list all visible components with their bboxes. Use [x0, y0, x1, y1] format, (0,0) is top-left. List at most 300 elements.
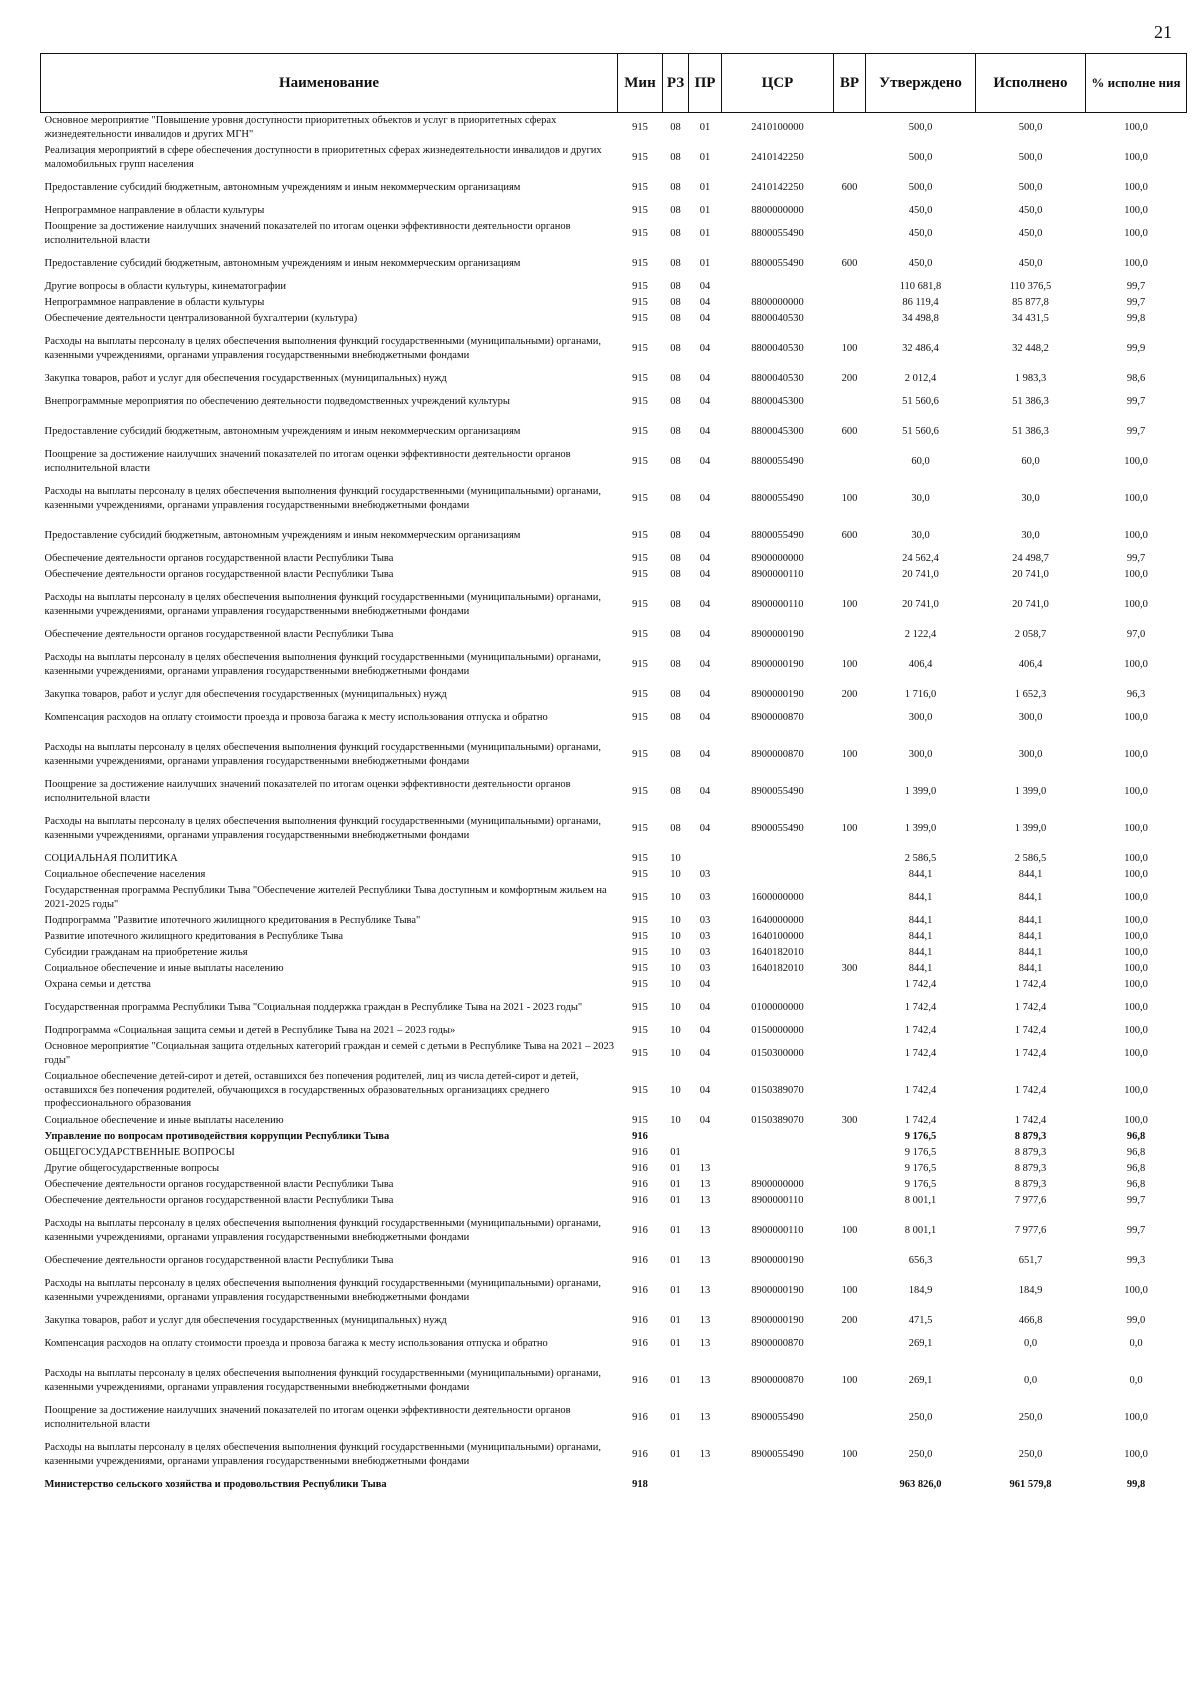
row-name: СОЦИАЛЬНАЯ ПОЛИТИКА — [44, 852, 178, 864]
row-executed: 8 879,3 — [1014, 1162, 1047, 1174]
row-min: 915 — [632, 121, 648, 133]
row-csr — [722, 851, 834, 867]
row-percent: 0,0 — [1129, 1337, 1143, 1349]
row-min: 915 — [632, 628, 648, 640]
row-name: Государственная программа Республики Тыва "Социальная поддержка граждан в Республике Тыва на 2021 - 2023 годы" — [44, 1001, 583, 1013]
row-approved: 30,0 — [911, 492, 930, 504]
row-min: 915 — [632, 598, 648, 610]
row-min: 916 — [632, 1130, 648, 1142]
row-approved: 844,1 — [908, 962, 933, 974]
row-executed: 60,0 — [1021, 455, 1040, 467]
row-min: 915 — [632, 529, 648, 541]
row-percent: 100,0 — [1124, 492, 1148, 504]
row-percent: 100,0 — [1124, 568, 1148, 580]
row-name: Государственная программа Республики Тыва "Обеспечение жителей Республики Тыва доступным и комфортным жильем на 2021-2025 годы" — [44, 884, 607, 910]
row-executed: 20 741,0 — [1012, 568, 1049, 580]
row-vr — [834, 929, 866, 945]
row-vr — [834, 867, 866, 883]
row-csr: 1600000000 — [751, 891, 804, 903]
row-rz: 01 — [670, 1224, 681, 1236]
row-executed: 2 586,5 — [1014, 852, 1047, 864]
row-rz: 01 — [670, 1178, 681, 1190]
row-pr: 04 — [699, 1114, 711, 1126]
row-pr: 03 — [699, 891, 711, 903]
row-vr: 100 — [841, 492, 858, 504]
row-executed: 1 742,4 — [1014, 1114, 1047, 1126]
row-csr: 8900000190 — [751, 1314, 804, 1326]
row-name: Расходы на выплаты персоналу в целях обеспечения выполнения функций государственными (муниципальными) органами, казенными учреждениями, органами управления государственными внебюджетными фондами — [44, 1277, 602, 1303]
row-percent: 99,7 — [1126, 395, 1146, 407]
row-pr: 04 — [699, 785, 711, 797]
row-csr: 1640000000 — [751, 914, 804, 926]
header-pr: ПР — [689, 54, 722, 113]
row-min: 918 — [632, 1478, 648, 1490]
table-row — [41, 203, 1187, 219]
row-percent: 99,9 — [1126, 342, 1146, 354]
row-executed: 8 879,3 — [1014, 1178, 1047, 1190]
row-rz: 08 — [670, 181, 681, 193]
row-executed: 51 386,3 — [1012, 425, 1049, 437]
row-rz: 10 — [670, 946, 681, 958]
row-name: Социальное обеспечение и иные выплаты населению — [44, 962, 284, 974]
row-executed: 1 742,4 — [1014, 1001, 1047, 1013]
row-pr: 13 — [699, 1224, 711, 1236]
row-percent: 100,0 — [1124, 1001, 1148, 1013]
table-row — [41, 551, 1187, 567]
row-approved: 471,5 — [908, 1314, 933, 1326]
row-csr: 1640100000 — [751, 930, 804, 942]
row-min: 915 — [632, 204, 648, 216]
row-vr — [834, 551, 866, 567]
table-row — [41, 327, 1187, 371]
table-row — [41, 1403, 1187, 1433]
row-percent: 100,0 — [1124, 962, 1148, 974]
row-min: 915 — [632, 395, 648, 407]
row-pr: 04 — [699, 455, 711, 467]
row-rz: 08 — [670, 312, 681, 324]
row-pr: 13 — [699, 1178, 711, 1190]
row-name: Внепрограммные мероприятия по обеспечению деятельности подведомственных учреждений культуры — [44, 395, 510, 407]
table-row — [41, 1039, 1187, 1069]
row-approved: 1 742,4 — [904, 1114, 937, 1126]
row-vr: 300 — [841, 962, 858, 974]
row-rz: 08 — [670, 372, 681, 384]
row-executed: 500,0 — [1018, 121, 1043, 133]
row-rz: 01 — [670, 1284, 681, 1296]
row-executed: 300,0 — [1018, 711, 1043, 723]
row-vr — [834, 977, 866, 993]
row-executed: 51 386,3 — [1012, 395, 1049, 407]
row-vr: 200 — [841, 372, 858, 384]
row-rz — [663, 1129, 689, 1145]
row-pr — [689, 1477, 722, 1493]
row-pr: 04 — [699, 529, 711, 541]
row-vr — [834, 219, 866, 249]
row-pr: 04 — [699, 598, 711, 610]
row-percent: 100,0 — [1124, 1284, 1148, 1296]
row-executed: 500,0 — [1018, 181, 1043, 193]
row-pr: 04 — [699, 1001, 711, 1013]
row-rz: 08 — [670, 529, 681, 541]
row-pr: 13 — [699, 1411, 711, 1423]
row-name: Другие общегосударственные вопросы — [44, 1162, 220, 1174]
row-approved: 1 742,4 — [904, 978, 937, 990]
row-csr — [722, 279, 834, 295]
table-row — [41, 1269, 1187, 1313]
row-name: Закупка товаров, работ и услуг для обеспечения государственных (муниципальных) нужд — [44, 1314, 447, 1326]
row-executed: 844,1 — [1018, 891, 1043, 903]
row-executed: 32 448,2 — [1012, 342, 1049, 354]
row-approved: 51 560,6 — [902, 395, 939, 407]
row-csr: 8900055490 — [751, 785, 804, 797]
row-vr: 100 — [841, 658, 858, 670]
row-name: Расходы на выплаты персоналу в целях обеспечения выполнения функций государственными (муниципальными) органами, казенными учреждениями, органами управления государственными внебюджетными фондами — [44, 335, 602, 361]
row-executed: 7 977,6 — [1014, 1224, 1047, 1236]
row-vr — [834, 143, 866, 173]
row-csr: 2410100000 — [751, 121, 804, 133]
row-csr: 0150300000 — [751, 1047, 804, 1059]
row-min: 916 — [632, 1411, 648, 1423]
row-executed: 24 498,7 — [1012, 552, 1049, 564]
row-vr — [834, 1069, 866, 1113]
table-row — [41, 1313, 1187, 1329]
row-rz: 08 — [670, 711, 681, 723]
row-min: 915 — [632, 748, 648, 760]
row-vr — [834, 1145, 866, 1161]
row-pr: 13 — [699, 1337, 711, 1349]
row-min: 915 — [632, 930, 648, 942]
row-pr: 04 — [699, 1024, 711, 1036]
row-min: 915 — [632, 658, 648, 670]
row-rz: 08 — [670, 598, 681, 610]
row-approved: 9 176,5 — [904, 1146, 937, 1158]
row-executed: 844,1 — [1018, 962, 1043, 974]
row-name: Поощрение за достижение наилучших значений показателей по итогам оценки эффективности деятельности органов исполнительной власти — [44, 448, 571, 474]
row-vr — [834, 1403, 866, 1433]
row-executed: 844,1 — [1018, 946, 1043, 958]
table-row — [41, 249, 1187, 279]
row-name: Закупка товаров, работ и услуг для обеспечения государственных (муниципальных) нужд — [44, 688, 447, 700]
row-rz: 08 — [670, 395, 681, 407]
row-vr — [834, 1477, 866, 1493]
row-approved: 1 742,4 — [904, 1001, 937, 1013]
row-approved: 32 486,4 — [902, 342, 939, 354]
row-executed: 300,0 — [1018, 748, 1043, 760]
table-row — [41, 1129, 1187, 1145]
row-pr: 04 — [699, 1084, 711, 1096]
row-approved: 250,0 — [908, 1448, 933, 1460]
row-min: 915 — [632, 688, 648, 700]
row-percent: 100,0 — [1124, 1024, 1148, 1036]
row-vr: 100 — [841, 342, 858, 354]
row-min: 915 — [632, 1084, 648, 1096]
table-row — [41, 521, 1187, 551]
row-approved: 1 742,4 — [904, 1024, 937, 1036]
row-approved: 2 012,4 — [904, 372, 937, 384]
row-percent: 100,0 — [1124, 1448, 1148, 1460]
row-csr — [722, 977, 834, 993]
row-pr: 04 — [699, 425, 711, 437]
row-csr — [722, 1129, 834, 1145]
row-pr: 01 — [699, 227, 711, 239]
row-percent: 100,0 — [1124, 891, 1148, 903]
row-executed: 844,1 — [1018, 868, 1043, 880]
row-min: 915 — [632, 852, 648, 864]
table-row — [41, 1477, 1187, 1493]
row-pr: 04 — [699, 1047, 711, 1059]
row-vr — [834, 777, 866, 807]
header-min: Мин — [618, 54, 663, 113]
row-name: Предоставление субсидий бюджетным, автономным учреждениям и иным некоммерческим организациям — [44, 257, 521, 269]
row-approved: 450,0 — [908, 227, 933, 239]
row-pr: 01 — [699, 204, 711, 216]
row-percent: 100,0 — [1124, 598, 1148, 610]
row-csr: 8800040530 — [751, 372, 804, 384]
row-csr: 8900000110 — [751, 1224, 804, 1236]
row-pr: 04 — [699, 372, 711, 384]
row-min: 915 — [632, 312, 648, 324]
row-pr: 04 — [699, 296, 711, 308]
row-min: 915 — [632, 151, 648, 163]
row-approved: 963 826,0 — [899, 1478, 942, 1490]
row-executed: 34 431,5 — [1012, 312, 1049, 324]
row-name: Охрана семьи и детства — [44, 978, 151, 990]
row-name: Поощрение за достижение наилучших значений показателей по итогам оценки эффективности деятельности органов исполнительной власти — [44, 778, 571, 804]
row-executed: 250,0 — [1018, 1448, 1043, 1460]
row-min: 915 — [632, 257, 648, 269]
row-approved: 269,1 — [908, 1337, 933, 1349]
row-approved: 450,0 — [908, 257, 933, 269]
row-percent: 100,0 — [1124, 204, 1148, 216]
row-rz: 10 — [670, 1114, 681, 1126]
row-executed: 500,0 — [1018, 151, 1043, 163]
row-pr: 13 — [699, 1162, 711, 1174]
table-row — [41, 567, 1187, 583]
row-vr — [834, 1177, 866, 1193]
row-min: 915 — [632, 946, 648, 958]
table-row — [41, 1209, 1187, 1253]
row-pr: 03 — [699, 962, 711, 974]
table-row — [41, 1177, 1187, 1193]
row-approved: 34 498,8 — [902, 312, 939, 324]
row-vr: 100 — [841, 1224, 858, 1236]
row-min: 915 — [632, 1024, 648, 1036]
row-approved: 1 399,0 — [904, 785, 937, 797]
row-executed: 30,0 — [1021, 492, 1040, 504]
row-executed: 7 977,6 — [1014, 1194, 1047, 1206]
row-csr: 8900000870 — [751, 711, 804, 723]
row-percent: 98,6 — [1126, 372, 1146, 384]
row-csr: 8900000190 — [751, 688, 804, 700]
row-name: Управление по вопросам противодействия коррупции Республики Тыва — [44, 1130, 390, 1142]
row-approved: 110 681,8 — [899, 280, 942, 292]
row-rz: 08 — [670, 227, 681, 239]
row-name: Другие вопросы в области культуры, кинематографии — [44, 280, 286, 292]
row-rz: 10 — [670, 1024, 681, 1036]
row-csr: 8900000110 — [751, 598, 804, 610]
table-row — [41, 703, 1187, 733]
row-rz: 10 — [670, 930, 681, 942]
row-approved: 844,1 — [908, 914, 933, 926]
row-percent: 96,8 — [1126, 1178, 1146, 1190]
row-csr — [722, 1161, 834, 1177]
row-min: 915 — [632, 785, 648, 797]
table-row — [41, 1161, 1187, 1177]
row-min: 915 — [632, 342, 648, 354]
row-csr: 1640182010 — [751, 946, 804, 958]
row-approved: 450,0 — [908, 204, 933, 216]
row-name: Непрограммное направление в области культуры — [44, 204, 265, 216]
row-percent: 97,0 — [1126, 628, 1146, 640]
row-approved: 8 001,1 — [904, 1224, 937, 1236]
row-name: Социальное обеспечение населения — [44, 868, 206, 880]
row-csr: 8800040530 — [751, 312, 804, 324]
row-executed: 1 983,3 — [1014, 372, 1047, 384]
row-rz: 08 — [670, 785, 681, 797]
row-approved: 24 562,4 — [902, 552, 939, 564]
row-percent: 99,7 — [1126, 1224, 1146, 1236]
header-vr: ВР — [834, 54, 866, 113]
row-rz — [663, 1477, 689, 1493]
row-executed: 961 579,8 — [1009, 1478, 1052, 1490]
header-rz: РЗ — [663, 54, 689, 113]
row-name: Непрограммное направление в области культуры — [44, 296, 265, 308]
table-row — [41, 1145, 1187, 1161]
row-percent: 96,8 — [1126, 1130, 1146, 1142]
row-approved: 500,0 — [908, 121, 933, 133]
table-row — [41, 945, 1187, 961]
row-csr — [722, 1145, 834, 1161]
row-csr: 8800045300 — [751, 395, 804, 407]
row-percent: 99,7 — [1126, 1194, 1146, 1206]
row-vr — [834, 567, 866, 583]
row-percent: 100,0 — [1124, 930, 1148, 942]
row-csr: 8900000000 — [751, 1178, 804, 1190]
table-row — [41, 627, 1187, 643]
row-percent: 99,7 — [1126, 280, 1146, 292]
row-name: Поощрение за достижение наилучших значений показателей по итогам оценки эффективности деятельности органов исполнительной власти — [44, 220, 571, 246]
row-rz: 08 — [670, 552, 681, 564]
row-pr: 03 — [699, 930, 711, 942]
row-pr: 03 — [699, 868, 711, 880]
row-approved: 269,1 — [908, 1374, 933, 1386]
row-csr: 8900000870 — [751, 748, 804, 760]
row-approved: 9 176,5 — [904, 1162, 937, 1174]
row-csr: 2410142250 — [751, 151, 804, 163]
row-min: 916 — [632, 1178, 648, 1190]
table-row — [41, 913, 1187, 929]
table-row — [41, 733, 1187, 777]
row-pr: 04 — [699, 628, 711, 640]
row-name: Основное мероприятие "Социальная защита отдельных категорий граждан и семей с детьми в Республике Тыва на 2021 – 2023 годы" — [44, 1040, 615, 1066]
row-vr — [834, 945, 866, 961]
row-rz: 01 — [670, 1448, 681, 1460]
page-number: 21 — [1154, 22, 1172, 42]
row-name: Обеспечение деятельности органов государственной власти Республики Тыва — [44, 1178, 394, 1190]
row-csr: 8800055490 — [751, 455, 804, 467]
row-rz: 10 — [670, 868, 681, 880]
row-pr — [689, 851, 722, 867]
row-approved: 300,0 — [908, 711, 933, 723]
row-min: 915 — [632, 962, 648, 974]
row-name: Обеспечение деятельности органов государственной власти Республики Тыва — [44, 1194, 394, 1206]
row-executed: 8 879,3 — [1014, 1130, 1047, 1142]
row-percent: 96,8 — [1126, 1162, 1146, 1174]
row-vr — [834, 1329, 866, 1359]
row-name: ОБЩЕГОСУДАРСТВЕННЫЕ ВОПРОСЫ — [44, 1146, 235, 1158]
row-approved: 20 741,0 — [902, 568, 939, 580]
row-rz: 10 — [670, 852, 681, 864]
row-min: 916 — [632, 1254, 648, 1266]
row-name: Социальное обеспечение детей-сирот и детей, оставшихся без попечения родителей, лиц из числа детей-сирот и детей, оставшихся без попечения родителей, обучающихся в государственных образовательных организациях среднего профессионального образования — [44, 1071, 579, 1110]
row-pr: 13 — [699, 1284, 711, 1296]
row-pr: 04 — [699, 688, 711, 700]
row-csr: 8900000190 — [751, 1284, 804, 1296]
table-row — [41, 1113, 1187, 1129]
row-rz: 08 — [670, 822, 681, 834]
row-percent: 100,0 — [1124, 1047, 1148, 1059]
row-rz: 08 — [670, 121, 681, 133]
row-min: 915 — [632, 568, 648, 580]
row-approved: 86 119,4 — [902, 296, 939, 308]
row-min: 915 — [632, 822, 648, 834]
row-name: Расходы на выплаты персоналу в целях обеспечения выполнения функций государственными (муниципальными) органами, казенными учреждениями, органами управления государственными внебюджетными фондами — [44, 1367, 602, 1393]
row-rz: 08 — [670, 257, 681, 269]
row-approved: 30,0 — [911, 529, 930, 541]
row-min: 915 — [632, 181, 648, 193]
row-rz: 01 — [670, 1374, 681, 1386]
row-vr — [834, 387, 866, 417]
row-pr: 04 — [699, 342, 711, 354]
table-row — [41, 295, 1187, 311]
table-row — [41, 1359, 1187, 1403]
table-row — [41, 867, 1187, 883]
row-percent: 100,0 — [1124, 1114, 1148, 1126]
row-name: Закупка товаров, работ и услуг для обеспечения государственных (муниципальных) нужд — [44, 372, 447, 384]
table-body — [41, 113, 1187, 1493]
row-name: Реализация мероприятий в сфере обеспечения доступности в приоритетных сферах жизнедеятельности инвалидов и других маломобильных групп населения — [44, 144, 602, 170]
row-approved: 9 176,5 — [904, 1178, 937, 1190]
row-rz: 10 — [670, 891, 681, 903]
row-rz: 08 — [670, 342, 681, 354]
row-csr: 8900000110 — [751, 1194, 804, 1206]
row-min: 915 — [632, 1047, 648, 1059]
table-row — [41, 807, 1187, 851]
row-pr: 04 — [699, 492, 711, 504]
row-vr — [834, 703, 866, 733]
row-approved: 844,1 — [908, 946, 933, 958]
row-min: 916 — [632, 1162, 648, 1174]
row-vr: 100 — [841, 1374, 858, 1386]
row-executed: 110 376,5 — [1009, 280, 1052, 292]
row-pr: 04 — [699, 395, 711, 407]
row-rz: 10 — [670, 962, 681, 974]
row-approved: 844,1 — [908, 930, 933, 942]
row-executed: 85 877,8 — [1012, 296, 1049, 308]
row-name: Обеспечение деятельности органов государственной власти Республики Тыва — [44, 568, 394, 580]
row-pr: 13 — [699, 1194, 711, 1206]
row-name: Расходы на выплаты персоналу в целях обеспечения выполнения функций государственными (муниципальными) органами, казенными учреждениями, органами управления государственными внебюджетными фондами — [44, 741, 602, 767]
row-approved: 300,0 — [908, 748, 933, 760]
row-csr: 8900000190 — [751, 1254, 804, 1266]
row-rz: 08 — [670, 658, 681, 670]
row-vr — [834, 311, 866, 327]
row-executed: 8 879,3 — [1014, 1146, 1047, 1158]
row-csr: 8900000190 — [751, 628, 804, 640]
row-rz: 08 — [670, 296, 681, 308]
row-percent: 100,0 — [1124, 658, 1148, 670]
row-executed: 250,0 — [1018, 1411, 1043, 1423]
